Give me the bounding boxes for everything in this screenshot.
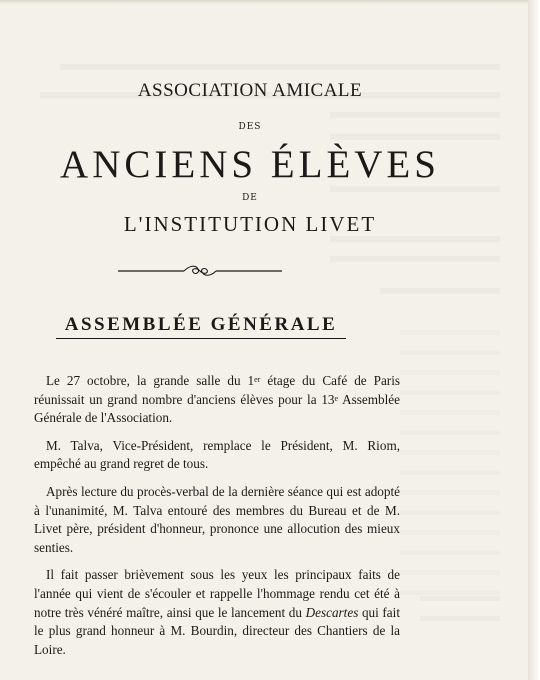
p1-superscript-er: er: [254, 375, 261, 384]
de-label: DE: [242, 193, 258, 203]
p1-text-a: Le 27 octobre, la grande salle du 1: [46, 373, 255, 388]
p4-text-b: qui fait le plus grand honneur à M. Bourdin, directeur des Chantiers de la Loire.: [34, 604, 400, 657]
association-title: ASSOCIATION AMICALE: [137, 80, 363, 101]
p1-superscript-e: e: [334, 393, 339, 403]
page-edge: [528, 0, 540, 680]
ornament-divider-icon: [118, 264, 282, 278]
p1-text-b: étage du Café de Paris réunissait un grand nombre d'anciens élèves pour la 13: [34, 373, 400, 407]
page-top-shadow: [0, 0, 540, 4]
paragraph-2: M. Talva, Vice-Président, remplace le Président, M. Riom, empêché au grand regret de tous.: [34, 437, 400, 472]
section-title: ASSEMBLÉE GÉNÉRALE: [56, 314, 346, 339]
paragraph-1: [34, 372, 400, 428]
paragraph-3: Après lecture du procès-verbal de la dernière séance qui est adopté à l'unanimité, M. Talva entouré des membres du Bureau et de M. Livet père, président d'honneur, prononce une allocution des mieux senties.: [34, 483, 400, 555]
anciens-eleves-title: ANCIENS ÉLÈVES: [60, 143, 440, 186]
institution-title: L'INSTITUTION LIVET: [123, 212, 377, 236]
p4-text-a: Il fait passer brièvement sous les yeux les principaux faits de l'année qui vient de s'écouler et rappelle l'hommage rendu cet été à notre très vénéré maître, ainsi que le lancement du: [34, 567, 400, 620]
paragraph-4: [34, 566, 400, 659]
body-text: [34, 372, 400, 668]
des-label: DES: [238, 122, 262, 132]
p1-text-c: Assemblée Générale de l'Association.: [34, 391, 400, 426]
p4-ship-name: Descartes: [305, 604, 359, 620]
